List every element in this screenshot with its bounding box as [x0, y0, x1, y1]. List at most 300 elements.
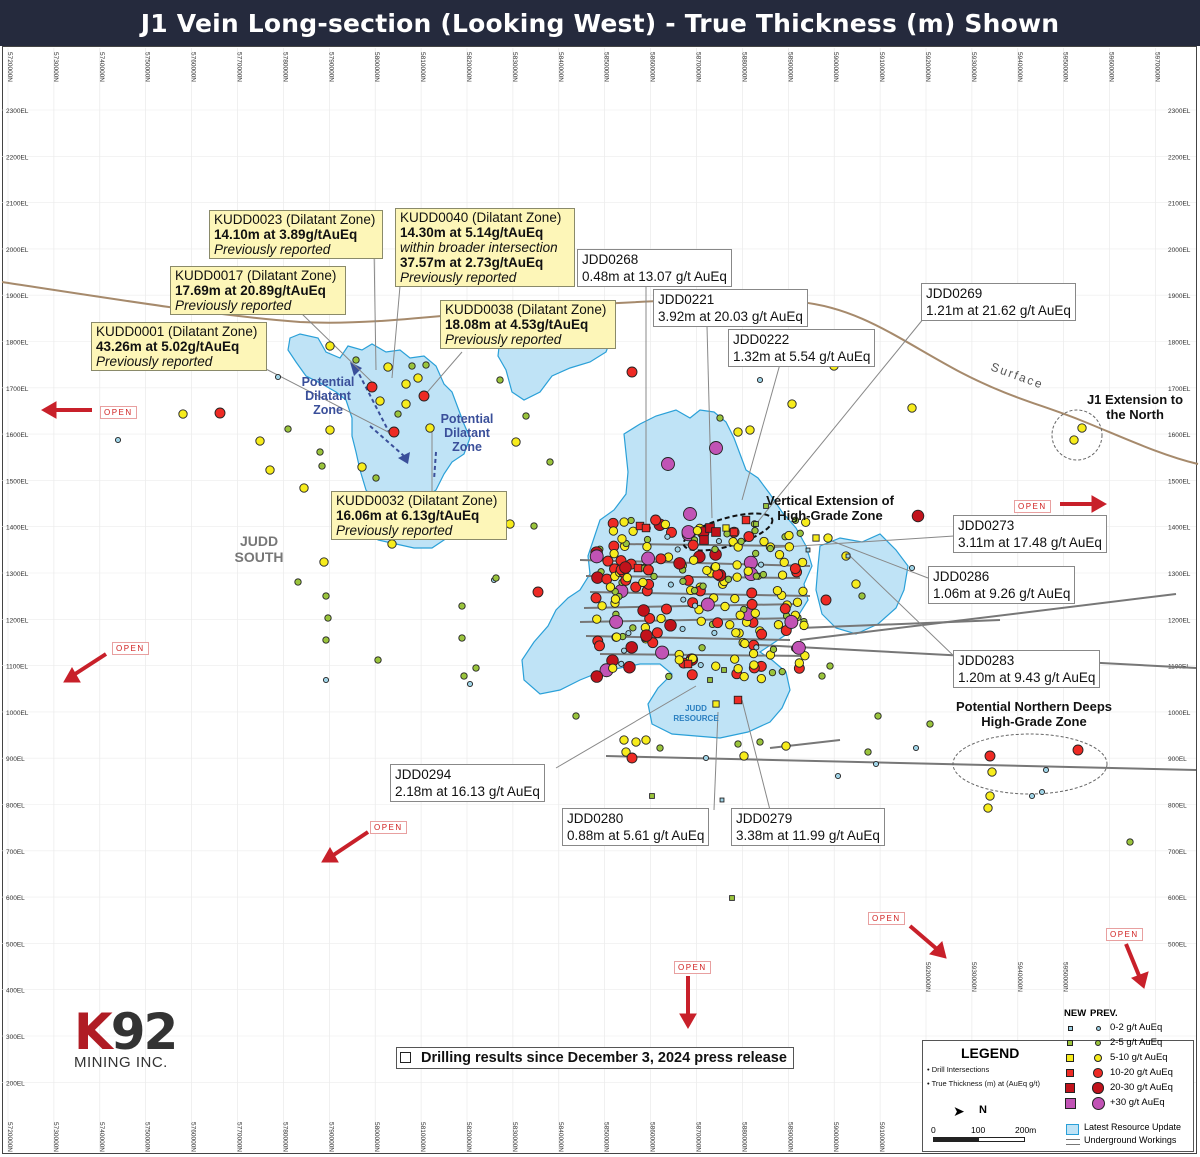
result-jdd0279	[731, 808, 885, 846]
legend-prev-swatch	[1092, 1097, 1105, 1110]
callout-kudd0038	[440, 300, 616, 349]
drill-intersection-point	[757, 674, 765, 682]
drill-intersection-point	[827, 663, 833, 669]
northing-label-bottom: 5890000N	[786, 1122, 794, 1152]
legend-new-swatch	[1066, 1054, 1073, 1061]
drill-intersection-point	[590, 550, 603, 563]
drill-intersection-point	[115, 437, 120, 442]
drill-intersection-point	[740, 672, 748, 680]
drill-intersection-point	[713, 618, 723, 628]
northing-label-top: 5880000N	[740, 52, 748, 82]
drill-intersection-point	[767, 545, 773, 551]
drill-intersection-point	[618, 535, 626, 543]
legend-workings-swatch	[1066, 1139, 1080, 1145]
drill-intersection-point	[750, 661, 758, 669]
drill-intersection-point	[681, 597, 686, 602]
new-drill-intersection	[723, 525, 729, 531]
drill-intersection-point	[661, 520, 669, 528]
drill-intersection-point	[716, 538, 721, 543]
drill-intersection-point	[626, 642, 638, 654]
northing-label-top: 5890000N	[786, 52, 794, 82]
northing-label-bottom: 5720000N	[6, 1122, 13, 1152]
northing-label-bottom: 5810000N	[419, 1122, 427, 1152]
drill-intersection-point	[493, 575, 499, 581]
elevation-label-left: 2100EL	[6, 200, 29, 208]
legend-new-header: NEW	[1064, 1008, 1087, 1019]
callout-kudd0032	[331, 491, 507, 540]
drill-intersection-point	[389, 427, 399, 437]
drill-intersection-point	[795, 659, 803, 667]
drill-intersection-point	[1078, 424, 1086, 432]
press-release-note	[396, 1047, 794, 1069]
drill-intersection-point	[497, 377, 503, 383]
elevation-label-right: 1500EL	[1168, 478, 1191, 486]
northing-label-inner: 5930000N	[969, 962, 977, 992]
northing-label-bottom: 5820000N	[465, 1122, 472, 1152]
drill-intersection-point	[717, 415, 723, 421]
callout-kudd0001	[91, 322, 267, 371]
drill-intersection-point	[712, 630, 717, 635]
callout-hole: KUDD0001 (Dilatant Zone)	[96, 324, 258, 339]
drill-intersection-point	[620, 518, 628, 526]
elevation-label-left: 2000EL	[6, 246, 29, 254]
northing-label-top: 5750000N	[143, 52, 151, 82]
result-jdd0286	[928, 566, 1075, 604]
legend-new-swatch	[1065, 1083, 1075, 1093]
callout-note: Previously reported	[445, 332, 562, 347]
northing-label-bottom: 5830000N	[510, 1122, 518, 1152]
scale-label: 100	[971, 1125, 986, 1135]
northing-label-top: 5760000N	[189, 52, 197, 82]
drill-intersection-point	[661, 604, 671, 614]
drill-intersection-point	[388, 540, 396, 548]
elevation-label-right: 2300EL	[1168, 108, 1191, 115]
drill-intersection-point	[859, 593, 865, 599]
drill-intersection-point	[674, 558, 686, 570]
drill-intersection-point	[735, 741, 741, 747]
drill-intersection-point	[1127, 839, 1133, 845]
northing-label-top: 5780000N	[281, 52, 289, 82]
drill-intersection-point	[909, 565, 914, 570]
drill-intersection-point	[619, 661, 624, 666]
elevation-label-left: 500EL	[6, 941, 25, 949]
callout-hole: KUDD0017 (Dilatant Zone)	[175, 268, 337, 283]
north-arrow-icon: ➤	[953, 1103, 965, 1119]
dilatant-zone-label-2: Potential Dilatant Zone	[440, 412, 494, 454]
drill-intersection-point	[852, 580, 860, 588]
legend-prev-swatch	[1096, 1026, 1101, 1031]
north-label: N	[979, 1104, 987, 1116]
elevation-label-right: 1800EL	[1168, 339, 1191, 347]
northing-label-bottom: 5840000N	[556, 1122, 564, 1152]
drill-intersection-point	[1073, 745, 1083, 755]
drill-intersection-point	[620, 736, 628, 744]
drill-intersection-point	[662, 458, 675, 471]
drill-intersection-point	[710, 442, 723, 455]
elevation-label-left: 1300EL	[6, 571, 29, 578]
northing-label-top: 5870000N	[694, 52, 702, 82]
drill-intersection-point	[402, 380, 410, 388]
northing-label-bottom: 5780000N	[281, 1122, 289, 1152]
result-hole: JDD0286	[933, 569, 990, 584]
drill-intersection-point	[688, 540, 698, 550]
drill-intersection-point	[753, 573, 759, 579]
drill-intersection-point	[624, 661, 636, 673]
northing-label-top: 5800000N	[373, 52, 381, 82]
drill-intersection-point	[691, 587, 697, 593]
drill-intersection-point	[638, 605, 650, 617]
drill-intersection-point	[639, 578, 647, 586]
northing-label-bottom: 5900000N	[832, 1122, 840, 1152]
drill-intersection-point	[395, 411, 401, 417]
drill-intersection-point	[760, 571, 766, 577]
northing-label-top: 5960000N	[1107, 52, 1115, 82]
drill-intersection-point	[323, 593, 329, 599]
callout-hole: KUDD0040 (Dilatant Zone)	[400, 210, 562, 225]
drill-intersection-point	[626, 631, 631, 636]
drill-intersection-point	[367, 382, 377, 392]
open-tag: OPEN	[370, 821, 407, 834]
drill-intersection-point	[461, 673, 467, 679]
elevation-label-left: 1600EL	[6, 432, 29, 440]
drill-intersection-point	[630, 625, 636, 631]
drill-intersection-point	[744, 567, 752, 575]
drill-intersection-point	[423, 362, 429, 368]
elevation-label-right: 1900EL	[1168, 293, 1191, 301]
drill-intersection-point	[757, 739, 763, 745]
legend-title: LEGEND	[961, 1045, 1020, 1061]
drill-intersection-point	[824, 534, 832, 542]
page-title: J1 Vein Long-section (Looking West) - True Thickness (m) Shown	[140, 8, 1060, 38]
result-value: 3.11m at 17.48 g/t AuEq	[958, 535, 1102, 550]
drill-intersection-point	[523, 413, 529, 419]
drill-intersection-point	[275, 374, 280, 379]
drill-intersection-point	[373, 475, 379, 481]
northing-label-bottom: 5790000N	[327, 1122, 335, 1152]
elevation-label-left: 800EL	[6, 802, 25, 810]
elevation-label-right: 900EL	[1168, 756, 1187, 764]
drill-intersection-point	[628, 517, 634, 523]
northing-label-top: 5840000N	[556, 52, 564, 82]
drill-intersection-point	[693, 526, 701, 534]
result-value: 0.48m at 13.07 g/t AuEq	[582, 269, 727, 284]
drill-intersection-point	[780, 604, 790, 614]
northing-label-bottom: 5750000N	[143, 1122, 151, 1152]
callout-result: 16.06m at 6.13g/tAuEq	[336, 508, 480, 523]
elevation-label-left: 400EL	[6, 987, 25, 995]
drill-intersection-point	[712, 546, 718, 552]
result-jdd0222	[728, 329, 875, 367]
elevation-label-right: 1400EL	[1168, 524, 1191, 532]
drill-intersection-point	[752, 527, 758, 533]
checkbox-icon	[400, 1052, 411, 1063]
drill-intersection-point	[757, 377, 762, 382]
callout-hole: KUDD0023 (Dilatant Zone)	[214, 212, 376, 227]
result-hole: JDD0221	[658, 292, 715, 307]
drill-intersection-point	[988, 768, 996, 776]
drill-intersection-point	[656, 554, 666, 564]
drill-intersection-point	[665, 534, 670, 539]
drill-intersection-point	[721, 602, 729, 610]
legend-note-2: • True Thickness (m) at (AuEq g/t)	[927, 1079, 1040, 1088]
drill-intersection-point	[323, 677, 328, 682]
legend-class-label: 0-2 g/t AuEq	[1110, 1022, 1163, 1033]
drill-intersection-point	[353, 357, 359, 363]
elevation-label-left: 1500EL	[6, 478, 29, 486]
drill-intersection-point	[785, 531, 793, 539]
drill-intersection-point	[467, 681, 472, 686]
drill-intersection-point	[1043, 767, 1048, 772]
drill-intersection-point	[642, 552, 655, 565]
result-value: 3.38m at 11.99 g/t AuEq	[736, 828, 880, 843]
drill-intersection-point	[680, 626, 685, 631]
legend-class-label: 20-30 g/t AuEq	[1110, 1082, 1173, 1093]
drill-intersection-point	[913, 745, 918, 750]
drill-intersection-point	[711, 563, 719, 571]
logo-mark-k: K	[74, 1003, 111, 1061]
judd-resource-label: JUDD RESOURCE	[673, 704, 719, 723]
drill-intersection-point	[687, 670, 697, 680]
drill-intersection-point	[632, 738, 640, 746]
drill-intersection-point	[384, 363, 392, 371]
callout-hole: KUDD0038 (Dilatant Zone)	[445, 302, 607, 317]
drill-intersection-point	[734, 664, 742, 672]
drill-intersection-point	[215, 408, 225, 418]
drill-intersection-point	[747, 588, 757, 598]
drill-intersection-point	[358, 463, 366, 471]
legend-resource-swatch	[1066, 1124, 1079, 1135]
elevation-label-right: 2000EL	[1168, 246, 1191, 254]
drill-intersection-point	[730, 655, 738, 663]
drill-intersection-point	[326, 426, 334, 434]
result-jdd0280	[562, 808, 709, 846]
legend-new-swatch	[1067, 1040, 1073, 1046]
callout-result-2: 37.57m at 2.73g/tAuEq	[400, 255, 544, 270]
northing-label-top: 5770000N	[235, 52, 243, 82]
legend-resource-label: Latest Resource Update	[1084, 1122, 1182, 1132]
drill-intersection-point	[985, 751, 995, 761]
legend-prev-swatch	[1092, 1082, 1103, 1093]
drill-intersection-point	[927, 721, 933, 727]
drill-intersection-point	[547, 459, 553, 465]
elevation-label-right: 1000EL	[1168, 709, 1191, 717]
j1-extension-label: J1 Extension to the North	[1086, 392, 1184, 422]
drill-intersection-point	[531, 523, 537, 529]
drill-intersection-point	[773, 586, 781, 594]
callout-note: Previously reported	[96, 354, 213, 369]
drill-intersection-point	[675, 547, 680, 552]
drill-intersection-point	[697, 617, 705, 625]
drill-intersection-point	[414, 374, 422, 382]
drill-intersection-point	[760, 537, 768, 545]
drill-intersection-point	[689, 556, 697, 564]
drill-intersection-point	[785, 615, 798, 628]
drill-intersection-point	[701, 598, 714, 611]
dilatant-zone-label-1: Potential Dilatant Zone	[301, 375, 355, 417]
result-value: 1.32m at 5.54 g/t AuEq	[733, 349, 871, 364]
vertical-extension-label: Vertical Extension of High-Grade Zone	[766, 493, 894, 523]
logo-mark-92: 92	[110, 1003, 177, 1061]
drill-intersection-point	[793, 598, 801, 606]
drill-intersection-point	[1039, 789, 1044, 794]
elevation-label-left: 300EL	[6, 1034, 25, 1041]
result-hole: JDD0273	[958, 518, 1015, 533]
result-value: 1.21m at 21.62 g/t AuEq	[926, 303, 1071, 318]
northing-label-bottom: 5850000N	[602, 1122, 610, 1152]
northing-label-top: 5900000N	[832, 52, 840, 82]
result-hole: JDD0222	[733, 332, 790, 347]
new-drill-intersection	[846, 554, 850, 558]
elevation-label-left: 1000EL	[6, 709, 29, 717]
new-drill-intersection	[722, 668, 727, 673]
callout-note: Previously reported	[175, 298, 292, 313]
result-hole: JDD0283	[958, 653, 1015, 668]
drill-intersection-point	[800, 621, 808, 629]
drill-intersection-point	[752, 550, 758, 556]
northing-label-top: 5810000N	[419, 52, 427, 82]
drill-intersection-point	[875, 713, 881, 719]
northing-label-bottom: 5770000N	[235, 1122, 243, 1152]
result-jdd0268	[577, 249, 732, 287]
northern-deeps-label: Potential Northern Deeps High-Grade Zone	[955, 699, 1113, 729]
open-tag: OPEN	[1106, 928, 1143, 941]
drill-intersection-point	[725, 576, 731, 582]
new-drill-intersection	[734, 696, 742, 704]
northing-label-bottom: 5910000N	[878, 1122, 886, 1152]
drill-intersection-point	[758, 562, 763, 567]
drill-intersection-point	[320, 558, 328, 566]
northing-label-top: 5950000N	[1061, 52, 1069, 82]
drill-intersection-point	[1070, 436, 1078, 444]
elevation-label-right: 800EL	[1168, 802, 1187, 810]
drill-intersection-point	[591, 671, 603, 683]
northing-label-top: 5820000N	[465, 52, 472, 82]
drill-intersection-point	[738, 538, 744, 544]
drill-intersection-point	[409, 363, 415, 369]
elevation-label-right: 1100EL	[1168, 663, 1190, 671]
drill-intersection-point	[641, 630, 653, 642]
drill-intersection-point	[651, 515, 661, 525]
drill-intersection-point	[419, 391, 429, 401]
drill-intersection-point	[652, 628, 662, 638]
drill-intersection-point	[609, 527, 617, 535]
drill-intersection-point	[623, 573, 631, 581]
drill-intersection-point	[731, 594, 739, 602]
drill-intersection-point	[266, 466, 274, 474]
new-drill-intersection	[708, 678, 713, 683]
new-drill-intersection	[813, 535, 819, 541]
elevation-label-right: 1700EL	[1168, 385, 1191, 393]
drill-intersection-point	[675, 656, 683, 664]
drill-intersection-point	[746, 426, 754, 434]
northing-label-bottom: 5760000N	[189, 1122, 197, 1152]
callout-note: Previously reported	[336, 523, 453, 538]
drill-intersection-point	[732, 629, 740, 637]
drill-intersection-point	[819, 673, 825, 679]
drill-intersection-point	[835, 773, 840, 778]
drill-intersection-point	[684, 508, 697, 521]
drill-intersection-point	[300, 484, 308, 492]
drill-intersection-point	[733, 561, 741, 569]
northing-label-bottom: 5730000N	[51, 1122, 59, 1152]
result-hole: JDD0268	[582, 252, 639, 267]
drill-intersection-point	[751, 609, 759, 617]
drill-intersection-point	[782, 742, 790, 750]
new-drill-intersection	[650, 794, 655, 799]
callout-result: 14.10m at 3.89g/tAuEq	[214, 227, 358, 242]
drill-intersection-point	[375, 657, 381, 663]
drill-intersection-point	[699, 645, 705, 651]
legend-prev-swatch	[1093, 1068, 1103, 1078]
drill-intersection-point	[797, 530, 803, 536]
drill-intersection-point	[620, 562, 632, 574]
drill-intersection-point	[376, 397, 384, 405]
northing-label-top: 5970000N	[1153, 52, 1161, 82]
scale-label: 200m	[1015, 1125, 1037, 1135]
callout-result: 14.30m at 5.14g/tAuEq	[400, 225, 544, 240]
northing-label-bottom: 5800000N	[373, 1122, 381, 1152]
drill-intersection-point	[326, 342, 334, 350]
elevation-label-right: 2200EL	[1168, 154, 1191, 162]
drill-intersection-point	[612, 633, 620, 641]
drill-intersection-point	[749, 649, 757, 657]
elevation-label-right: 1200EL	[1168, 617, 1191, 625]
drill-intersection-point	[986, 792, 994, 800]
drill-intersection-point	[593, 615, 601, 623]
northing-label-inner: 5940000N	[1015, 962, 1023, 993]
drill-intersection-point	[734, 428, 742, 436]
drill-intersection-point	[692, 603, 697, 608]
drill-intersection-point	[873, 761, 878, 766]
open-tag: OPEN	[1014, 500, 1051, 513]
new-drill-intersection	[720, 798, 724, 802]
drill-intersection-point	[700, 583, 706, 589]
drill-intersection-point	[703, 755, 708, 760]
callout-result: 18.08m at 4.53g/tAuEq	[445, 317, 589, 332]
result-hole: JDD0280	[567, 811, 624, 826]
elevation-label-left: 700EL	[6, 848, 25, 856]
legend-workings-label: Underground Workings	[1084, 1135, 1177, 1145]
new-drill-intersection	[634, 564, 642, 572]
drill-intersection-point	[665, 620, 677, 632]
working-decline	[770, 740, 840, 748]
legend-class-label: 10-20 g/t AuEq	[1110, 1067, 1173, 1078]
elevation-label-left: 1200EL	[6, 617, 29, 625]
drill-intersection-point	[712, 662, 720, 670]
result-hole: JDD0279	[736, 811, 793, 826]
drill-intersection-point	[285, 426, 291, 432]
elevation-label-left: 1800EL	[6, 339, 29, 347]
drill-intersection-point	[778, 571, 786, 579]
drill-intersection-point	[610, 615, 623, 628]
legend-class-label: 5-10 g/t AuEq	[1110, 1052, 1168, 1063]
new-drill-intersection	[642, 524, 650, 532]
elevation-label-left: 900EL	[6, 756, 25, 764]
elevation-label-left: 600EL	[6, 895, 25, 903]
drill-intersection-point	[598, 602, 606, 610]
drill-intersection-point	[733, 573, 741, 581]
legend-prev-header: PREV.	[1090, 1008, 1118, 1019]
drill-intersection-point	[657, 745, 663, 751]
northing-label-top: 5790000N	[327, 52, 335, 82]
northing-label-top: 5830000N	[510, 52, 518, 82]
drill-intersection-point	[323, 637, 329, 643]
new-drill-intersection	[730, 896, 735, 901]
result-value: 2.18m at 16.13 g/t AuEq	[395, 784, 540, 799]
drill-intersection-point	[459, 635, 465, 641]
drill-intersection-point	[611, 595, 619, 603]
scale-label: 0	[931, 1125, 936, 1135]
